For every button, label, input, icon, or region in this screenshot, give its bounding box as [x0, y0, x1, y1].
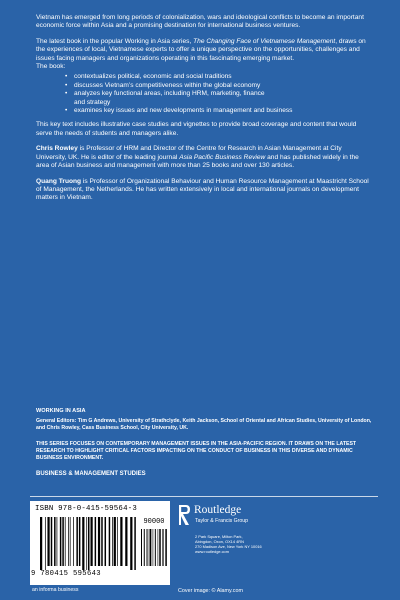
book-paragraph	[36, 38, 372, 72]
author-name: Chris Rowley	[36, 145, 78, 153]
intro-paragraph: Vietnam has emerged from long periods of colonialization, wars and ideological conflicts to become an important economic force within Asia and a promising destination for international business ventures.	[36, 14, 364, 30]
book-title: The Changing Face of Vietnamese Management	[193, 37, 336, 45]
back-cover-copy	[36, 14, 372, 210]
subject-category: BUSINESS & MANAGEMENT STUDIES	[36, 471, 146, 477]
publisher-name: Routledge	[194, 504, 242, 516]
feature-item: • contextualizes political, economic and social traditions	[74, 73, 372, 81]
author-bio-rowley: Chris Rowley is Professor of HRM and Director of the Centre for Research in Asian Management at City University, UK. He is editor of the leading journal Asia Pacific Business Review and has published widely in the area of Asian business and management with more than 25 books and over 130 articles.	[36, 145, 359, 170]
feature-item: • analyzes key functional areas, including HRM, marketing, finance and strategy	[74, 90, 372, 107]
series-blurb: THIS SERIES FOCUSES ON CONTEMPORARY MANAGEMENT ISSUES IN THE ASIA-PACIFIC REGION. IT DRAWS ON THE LATEST RESEARCH TO HIGHLIGHT CRITICAL FACTORS IMPACTING ON THE CONDUCT OF BUSINESS IN THIS DIVERSE AND DYNAMIC BUSINESS ENVIRONMENT.	[36, 441, 357, 461]
feature-item: • discusses Vietnam’s competitiveness within the global economy	[74, 82, 372, 90]
price-addon-digits: 90000	[143, 518, 165, 526]
publisher-block	[178, 502, 378, 598]
addon-barcode	[141, 529, 167, 570]
publisher-group: Taylor & Francis Group	[195, 518, 249, 524]
publisher-address: 2 Park Square, Milton Park, Abingdon, Oxon, OX14 4RN 270 Madison Ave, New York NY 10016 www.routledge.com	[195, 534, 262, 554]
barcode-panel	[30, 501, 170, 585]
divider	[30, 496, 378, 497]
feature-item: • examines key issues and new developments in management and business	[74, 107, 372, 115]
routledge-logo-icon	[178, 504, 191, 526]
feature-list	[36, 73, 372, 115]
author-name: Quang Truong	[36, 177, 82, 185]
informa-tagline: an informa business	[32, 587, 79, 593]
journal-title: Asia Pacific Business Review	[179, 153, 266, 161]
list-lead: The book:	[36, 63, 66, 71]
book-description: , draws on the experiences of local, Vietnamese experts to offer a unique perspective on the opportunities, challenges and issues facing managers and organizations operating in this fascinating emerging market.	[36, 37, 366, 62]
series-editors: General Editors: Tim G Andrews, University of Strathclyde, Keith Jackson, School of Oriental and African Studies, University of London, and Chris Rowley, Cass Business School, City University, UK.	[36, 418, 372, 431]
series-title: WORKING IN ASIA	[36, 408, 86, 414]
barcode	[40, 517, 136, 570]
author-bio-truong: Quang Truong is Professor of Organizational Behaviour and Human Resource Management at Maastricht School of Management, the Netherlands. He has written extensively in local and international journals on development matters in Vietnam.	[36, 177, 369, 202]
cover-image-credit: Cover image: © Alamy.com	[178, 588, 243, 594]
isbn-text: ISBN 978-0-415-59564-3	[35, 505, 137, 513]
ean-digits: 9 780415 595643	[31, 570, 101, 578]
book-intro-text: The latest book in the popular Working in Asia series,	[36, 37, 194, 45]
closing-paragraph: This key text includes illustrative case studies and vignettes to provide broad coverage and content that would serve the needs of students and managers alike.	[36, 121, 357, 137]
series-info	[36, 408, 378, 478]
